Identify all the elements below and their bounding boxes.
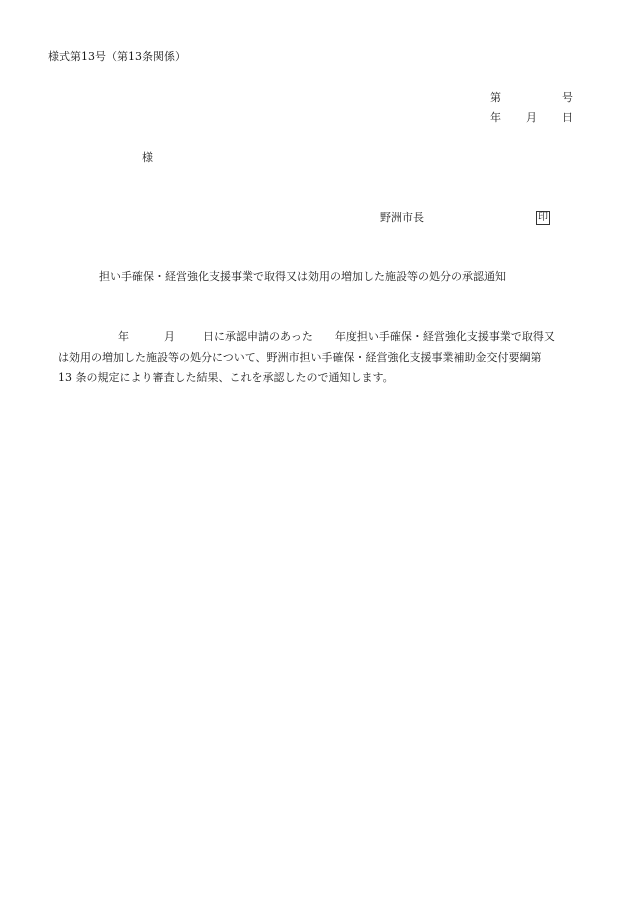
body-year: 年 — [118, 330, 129, 343]
body-line1-rest: 年度担い手確保・経営強化支援事業で取得又 — [334, 330, 555, 343]
form-label: 様式第13号（第13条関係） — [48, 50, 186, 63]
seal-text: 印 — [538, 212, 548, 223]
seal-mark — [536, 210, 550, 225]
addressee-suffix: 様 — [142, 151, 153, 164]
body-line-2: は効用の増加した施設等の処分について、野洲市担い手確保・経営強化支援事業補助金交付要綱第 — [58, 351, 542, 364]
body-line-1 — [58, 330, 588, 344]
body-day-text: 日に承認申請のあった — [203, 330, 313, 343]
body-line-3: 13 条の規定により審査した結果、これを承認したので通知します。 — [58, 371, 394, 384]
doc-number-prefix: 第 — [490, 91, 501, 104]
date-day: 日 — [562, 111, 573, 124]
date-year: 年 — [490, 111, 501, 124]
issuer-title: 野洲市長 — [380, 211, 424, 224]
body-month: 月 — [164, 330, 175, 343]
doc-number-suffix: 号 — [562, 91, 573, 104]
document-title: 担い手確保・経営強化支援事業で取得又は効用の増加した施設等の処分の承認通知 — [99, 270, 506, 283]
date-month: 月 — [526, 111, 537, 124]
